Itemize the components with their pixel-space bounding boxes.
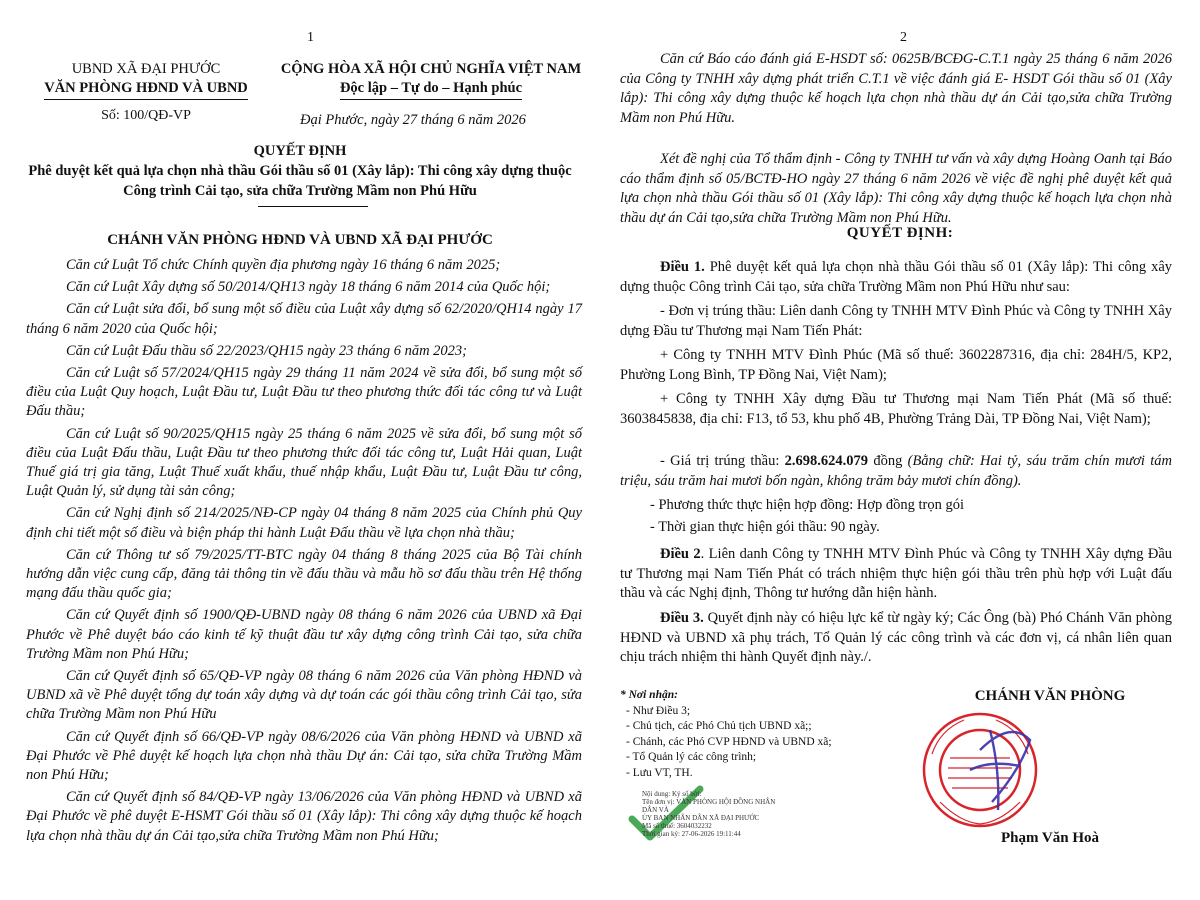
article-2-text: . Liên danh Công ty TNHH MTV Đình Phúc và Công ty TNHH Xây dựng Đầu tư Thương mại Nam Tiến Phát có trách nhiệm thực hiện gói thầu trên phù hợp với Luật đấu thầu và các Nghị định, Thông tư hướng dẫn hiện hành. bbox=[620, 546, 1173, 601]
proposal-text: Xét đề nghị của Tổ thẩm định - Công ty TNHH tư vấn và xây dựng Hoàng Oanh tại Báo cáo thẩm định số 05/BCTĐ-HO ngày 27 tháng 6 năm 2026 về việc đề nghị phê duyệt kết quả lựa chọn nhà thầu Gói thầu số 01 (Xây lắp): Thi công xây dựng thuộc kế hoạch lựa chọn nhà thầu dự án Cải tạo,sửa chữa Trường Mầm non Phú Hữu. bbox=[620, 151, 1172, 226]
legal-basis: Căn cứ Quyết định số 65/QĐ-VP ngày 08 tháng 6 năm 2026 của Văn phòng HĐND và UBND xã về Phê duyệt tổng dự toán xây dựng và dự toán các gói thầu công trình Cải tạo, sửa chữa Trường Mầm non Phú Hữu bbox=[26, 668, 582, 723]
legal-basis: Căn cứ Quyết định số 66/QĐ-VP ngày 08/6/2026 của Văn phòng HĐND và UBND xã Đại Phước về Phê duyệt kế hoạch lựa chọn nhà thầu Dự án: Cải tạo, sửa chữa Trường Mầm non Phú Hữu; bbox=[26, 728, 582, 784]
contract-value bbox=[620, 452, 1172, 491]
signer-name: Phạm Văn Hoà bbox=[1000, 830, 1100, 846]
value-in-words: (Bằng chữ: Hai tỷ, sáu trăm chín mươi tám triệu, sáu trăm hai mươi bốn ngàn, không trăm bảy mươi chín đồng). bbox=[620, 453, 1172, 489]
national-motto: Độc lập – Tự do – Hạnh phúc bbox=[340, 79, 522, 100]
legal-basis: Căn cứ Luật Đấu thầu số 22/2023/QH15 ngày 23 tháng 6 năm 2023; bbox=[66, 342, 468, 359]
article-3 bbox=[620, 609, 1172, 668]
value-label: - Giá trị trúng thầu: bbox=[660, 453, 785, 469]
authority-title: CHÁNH VĂN PHÒNG HĐND VÀ UBND XÃ ĐẠI PHƯỚC bbox=[107, 232, 493, 248]
sig-line: Thời gian ký: 27-06-2026 19:11:44 bbox=[642, 830, 741, 838]
legal-basis: Căn cứ Luật số 90/2025/QH15 ngày 25 tháng 6 năm 2025 về sửa đổi, bổ sung một số điều của Luật Đấu thầu, Luật Đầu tư theo phương thức đối tác công tư, Luật Hải quan, Luật Thuế giá trị gia tăng, Luật Thuế xuất khẩu, thuế nhập khẩu, Luật Đầu tư, Luật Đầu tư công, Luật Quản lý, sử dụng tài sản công; bbox=[26, 425, 582, 500]
sig-line: Tên đơn vị: VĂN PHÒNG HỘI ĐỒNG NHÂN DÂN VÀ bbox=[642, 798, 776, 814]
recipient-item: - Tổ Quản lý các công trình; bbox=[626, 751, 757, 763]
page-number: 1 bbox=[307, 30, 314, 45]
page-number: 2 bbox=[900, 30, 907, 45]
article-3-label: Điều 3. bbox=[660, 610, 704, 626]
issuer-line1: UBND XÃ ĐẠI PHƯỚC bbox=[71, 61, 221, 77]
article-2-label: Điều 2 bbox=[660, 546, 701, 562]
recipients bbox=[620, 688, 900, 781]
recipient-item: - Lưu VT, TH. bbox=[626, 766, 693, 779]
member-2: + Công ty TNHH Xây dựng Đầu tư Thương mại Nam Tiến Phát (Mã số thuế: 3603845838, địa chỉ: F13, tổ 53, khu phố 4B, Phường Trảng Dài, TP Đồng Nai, Việt Nam); bbox=[620, 391, 1172, 427]
article-3-text: Quyết định này có hiệu lực kể từ ngày ký; Các Ông (bà) Phó Chánh Văn phòng HĐND và UBND xã phụ trách, Tổ Quản lý các công trình và các đơn vị, cá nhân liên quan chịu trách nhiệm thi hành Quyết định này./. bbox=[620, 610, 1173, 665]
signatory-title: CHÁNH VĂN PHÒNG bbox=[974, 688, 1126, 704]
decision-title: QUYẾT ĐỊNH bbox=[253, 143, 347, 159]
winner-text: - Đơn vị trúng thầu: Liên danh Công ty TNHH MTV Đình Phúc và Công ty TNHH Xây dựng Đầu tư Thương mại Nam Tiến Phát: bbox=[620, 303, 1172, 339]
article-1-text: Phê duyệt kết quả lựa chọn nhà thầu Gói thầu số 01 (Xây lắp): Thi công xây dựng thuộc Công trình Cải tạo, sửa chữa Trường Mầm non Phú Hữu như sau: bbox=[620, 259, 1173, 295]
document-number: Số: 100/QĐ-VP bbox=[101, 108, 191, 123]
basis-report: Căn cứ Báo cáo đánh giá E-HSDT số: 0625B/BCĐG-C.T.1 ngày 25 tháng 6 năm 2026 của Công ty TNHH xây dựng phát triển C.T.1 về việc đánh giá E- HSDT Gói thầu số 01 (Xây lắp): Thi công xây dựng thuộc kế hoạch lựa chọn nhà thầu dự án Cải tạo,sửa chữa Trường Mầm non Phú Hữu. bbox=[620, 51, 1172, 126]
issue-date: Đại Phước, ngày 27 tháng 6 năm 2026 bbox=[300, 112, 526, 128]
article-2 bbox=[620, 545, 1172, 604]
duration: - Thời gian thực hiện gói thầu: 90 ngày. bbox=[650, 519, 880, 535]
legal-basis: Căn cứ Luật Tổ chức Chính quyền địa phương ngày 16 tháng 6 năm 2025; bbox=[66, 257, 501, 273]
value-amount: 2.698.624.079 bbox=[784, 453, 869, 469]
legal-bases bbox=[26, 256, 582, 849]
member-1: + Công ty TNHH MTV Đình Phúc (Mã số thuế: 3602287316, địa chỉ: 284H/5, KP2, Phường Long Bình, TP Đồng Nai, Việt Nam); bbox=[620, 347, 1172, 383]
digital-signature-info bbox=[642, 790, 792, 838]
recipients-title: * Nơi nhận: bbox=[620, 689, 678, 701]
divider bbox=[258, 206, 368, 207]
legal-basis: Căn cứ Thông tư số 79/2025/TT-BTC ngày 04 tháng 8 tháng 2025 của Bộ Tài chính hướng dẫn việc cung cấp, đăng tải thông tin về đấu thầu và mẫu hồ sơ đấu thầu trên Hệ thống mạng đấu thầu quốc gia; bbox=[26, 546, 582, 602]
legal-basis: Căn cứ Luật Xây dựng số 50/2014/QH13 ngày 18 tháng 6 năm 2014 của Quốc hội; bbox=[66, 279, 551, 296]
issuer-line2: VĂN PHÒNG HĐND VÀ UBND bbox=[44, 79, 248, 100]
legal-basis: Căn cứ Quyết định số 84/QĐ-VP ngày 13/06/2026 của Văn phòng HĐND và UBND xã Đại Phước về phê duyệt E-HSMT Gói thầu số 01 (Xây lắp): Thi công xây dựng thuộc kế hoạch lựa chọn nhà thầu dự án Cải tạo,sửa chữa Trường Mầm non Phú Hữu; bbox=[26, 789, 582, 844]
value-unit: đồng bbox=[868, 453, 908, 469]
article-1 bbox=[620, 258, 1172, 297]
legal-basis: Căn cứ Quyết định số 1900/QĐ-UBND ngày 08 tháng 6 năm 2026 của UBND xã Đại Phước về Phê duyệt báo cáo kinh tế kỹ thuật đầu tư xây dựng công trình Cải tạo, sửa chữa Trường Mầm non Phú Hữu; bbox=[26, 607, 582, 662]
official-stamp-icon bbox=[920, 710, 1040, 830]
recipient-item: - Chánh, các Phó CVP HĐND và UBND xã; bbox=[626, 735, 832, 748]
decision-heading: QUYẾT ĐỊNH: bbox=[846, 225, 954, 241]
legal-basis: Căn cứ Luật sửa đổi, bổ sung một số điều của Luật xây dựng số 62/2020/QH14 ngày 17 tháng 6 năm 2020 của Quốc hội; bbox=[26, 301, 582, 337]
legal-basis: Căn cứ Nghị định số 214/2025/NĐ-CP ngày 04 tháng 8 năm 2025 của Chính phủ Quy định chi tiết một số điều và biện pháp thi hành Luật Đấu thầu về lựa chọn nhà thầu; bbox=[26, 505, 582, 541]
issuer-header bbox=[28, 60, 264, 125]
national-header bbox=[270, 60, 592, 100]
sig-line: ỦY BAN NHÂN DÂN XÃ ĐẠI PHƯỚC bbox=[642, 814, 760, 822]
sig-line: Nội dung: Ký số bởi: bbox=[642, 790, 702, 798]
legal-basis: Căn cứ Luật số 57/2024/QH15 ngày 29 tháng 11 năm 2024 về sửa đổi, bổ sung một số điều của Luật Quy hoạch, Luật Đầu tư, Luật Đầu tư theo phương thức đối tác công tư và Luật Đấu thầu; bbox=[26, 365, 582, 420]
sig-line: Mã số thuế: 3604032232 bbox=[642, 822, 712, 830]
national-title: CỘNG HÒA XÃ HỘI CHỦ NGHĨA VIỆT NAM bbox=[280, 61, 582, 77]
article-1-label: Điều 1. bbox=[660, 259, 705, 275]
contract-method: - Phương thức thực hiện hợp đồng: Hợp đồng trọn gói bbox=[650, 497, 965, 513]
recipient-item: - Như Điều 3; bbox=[626, 704, 691, 717]
decision-subtitle: Phê duyệt kết quả lựa chọn nhà thầu Gói thầu số 01 (Xây lắp): Thi công xây dựng thuộc Công trình Cải tạo, sửa chữa Trường Mầm non Phú Hữu bbox=[28, 163, 572, 199]
recipient-item: - Chủ tịch, các Phó Chủ tịch UBND xã;; bbox=[626, 720, 812, 732]
